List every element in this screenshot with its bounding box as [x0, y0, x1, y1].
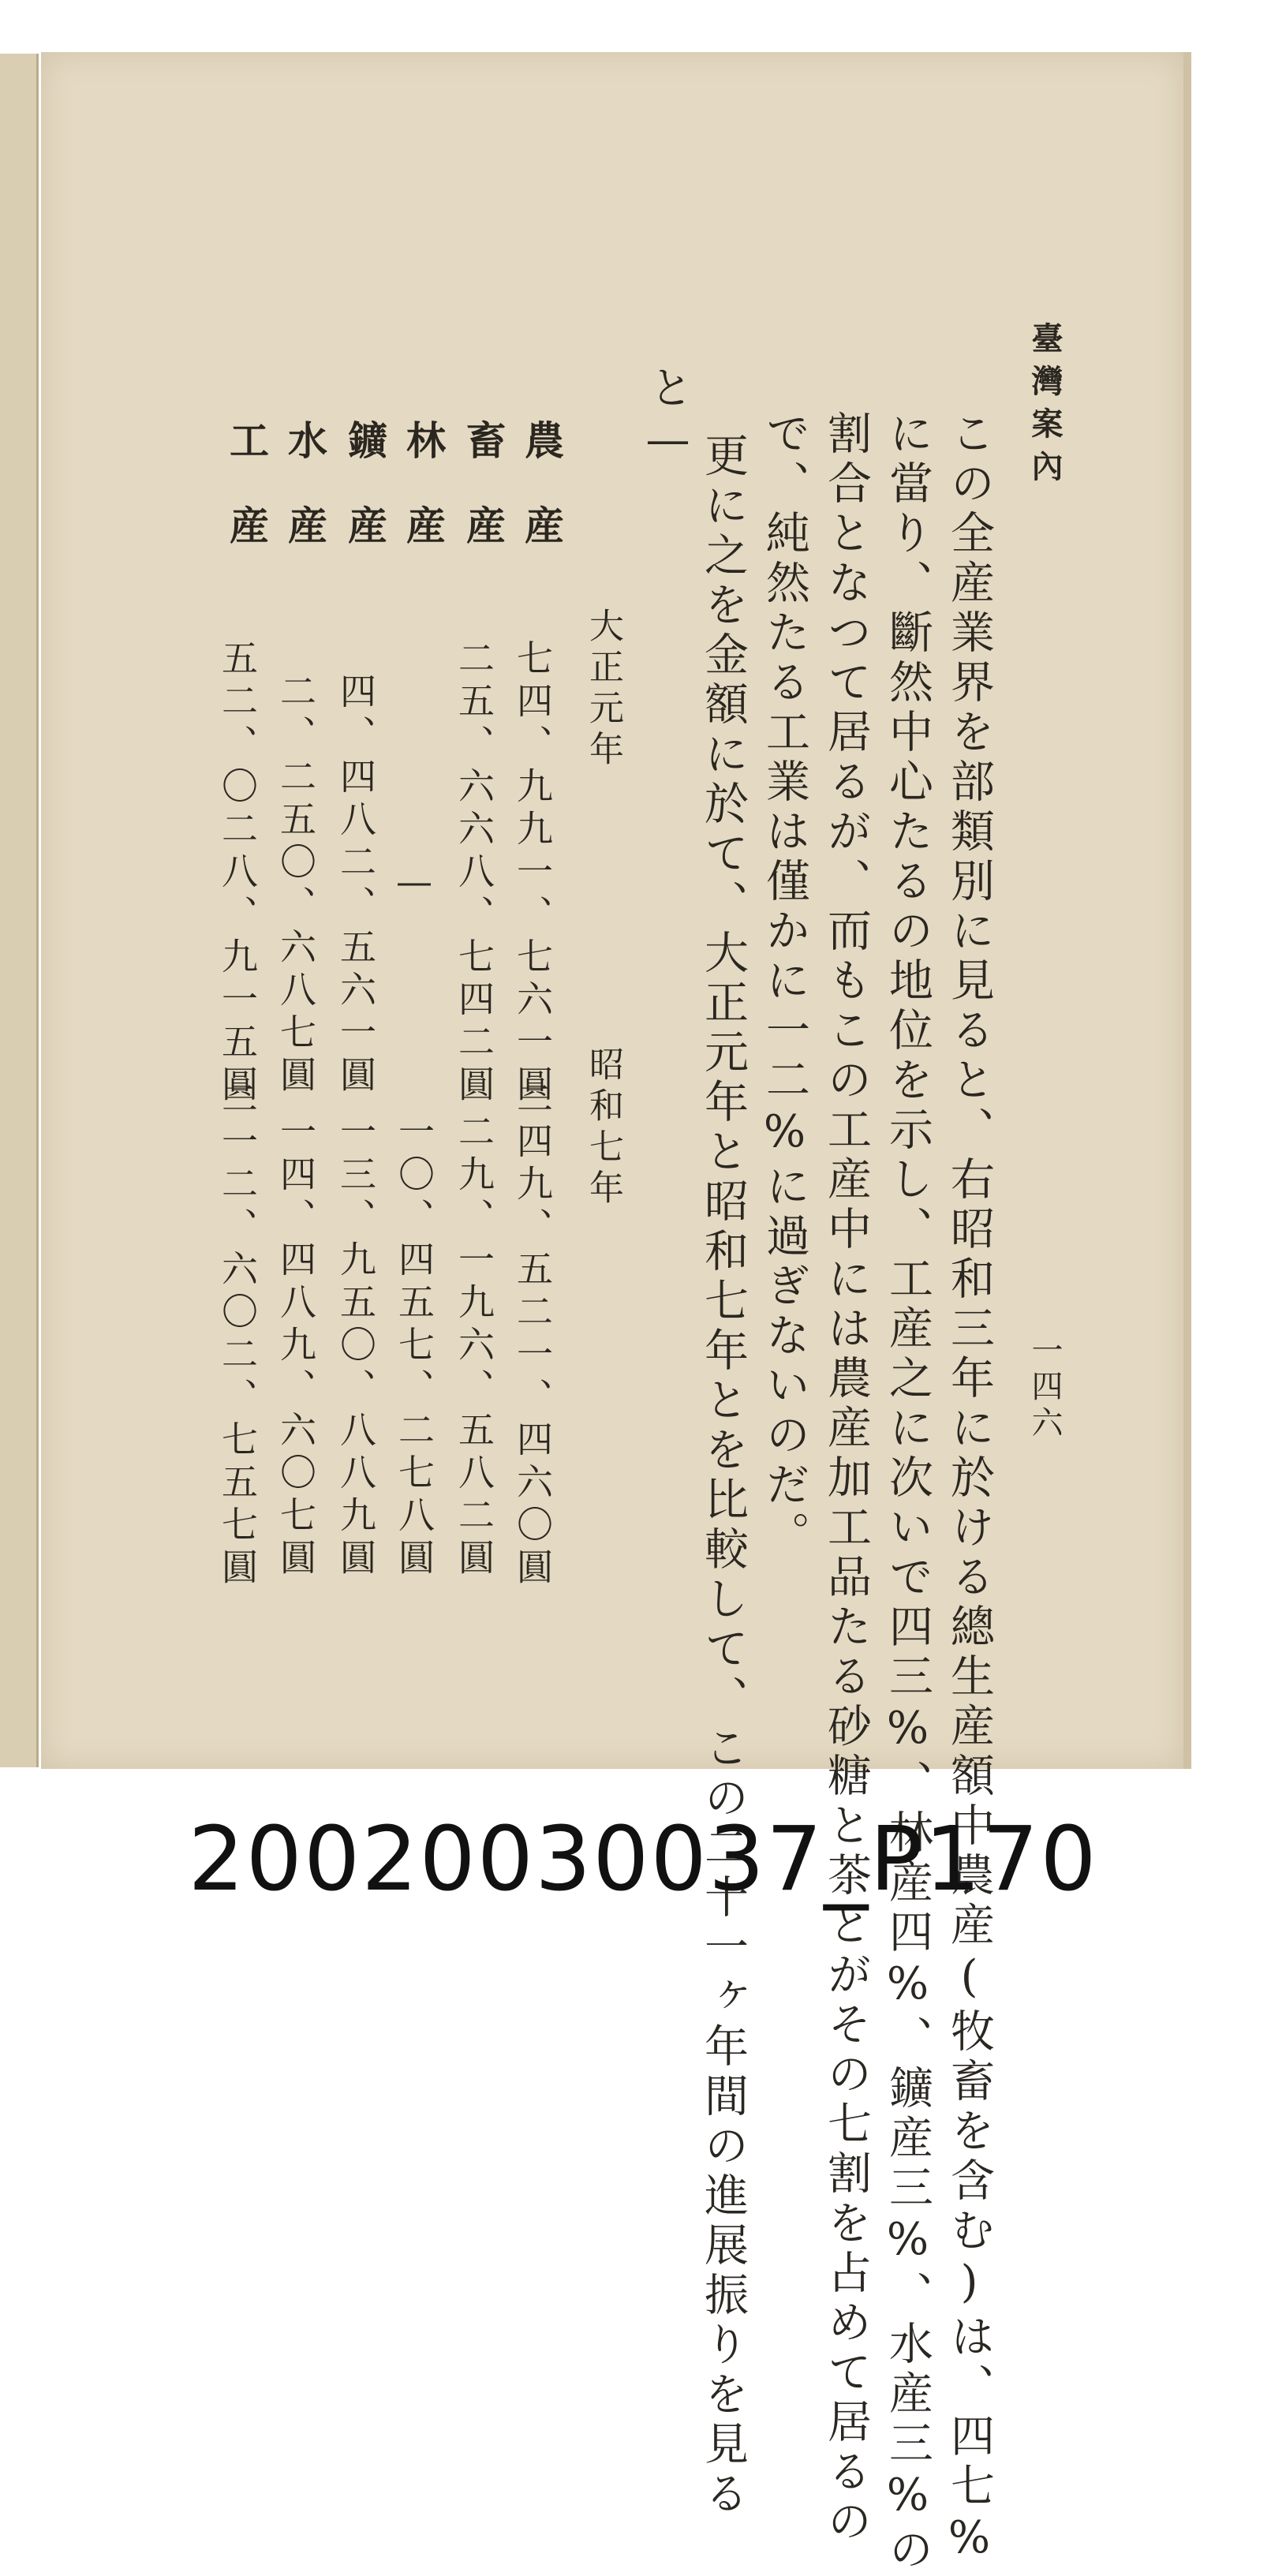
row-label: 水産 — [282, 420, 328, 590]
value-1932: 二九、一九六、五八二圓 — [453, 1112, 495, 1581]
page-number: 一四六 — [1026, 1333, 1063, 1442]
value-1932: 一〇、四五七、二七八圓 — [393, 1112, 436, 1581]
value-1912: 四、四八二、五六一圓 — [335, 672, 377, 1098]
facing-page-edge — [0, 54, 39, 1767]
value-1912: — — [393, 860, 436, 909]
body-line-3: 割合となつて居るが、而もこの工産中には農産加工品たる砂糖と茶とがその七割を占めて居るの — [821, 410, 872, 2548]
value-1932: 一三、九五〇、八八九圓 — [335, 1112, 377, 1581]
row-label: 農産 — [518, 420, 565, 590]
page-edge — [1183, 52, 1191, 1769]
value-1912: 五二、〇二八、九一五圓 — [216, 639, 259, 1108]
col-header-taisho: 大正元年 — [583, 608, 623, 772]
body-line-6: と— — [642, 365, 693, 471]
value-1932: 一四、四八九、六〇七圓 — [275, 1112, 317, 1581]
body-line-5: 更に之を金額に於て、大正元年と昭和七年とを比較して、この二十一ヶ年間の進展振りを見る — [697, 432, 749, 2520]
row-label: 工産 — [223, 420, 270, 590]
value-1932: 二一二、六〇二、七五七圓 — [216, 1079, 259, 1591]
value-1932: 二四九、五二一、四六〇圓 — [511, 1079, 554, 1591]
row-label: 鑛産 — [342, 420, 388, 590]
row-label: 畜産 — [460, 420, 507, 590]
value-1912: 二、二五〇、六八七圓 — [275, 672, 317, 1098]
body-line-4: で、純然たる工業は僅かに一二%に過ぎないのだ。 — [759, 410, 810, 1561]
catalog-caption: 20020030037_P170 — [188, 1808, 1098, 1911]
body-line-2: に當り、斷然中心たるの地位を示し、工産之に次いで四三%、林産四%、鑛産三%、水産三%の — [882, 410, 933, 2576]
running-header: 臺灣案內 — [1026, 322, 1064, 492]
value-1912: 二五、六六八、七四二圓 — [453, 639, 495, 1108]
row-label: 林産 — [400, 420, 447, 590]
body-line-1: この全産業界を部類別に見ると、右昭和三年に於ける總生産額中農産(牧畜を含む)は、四七% — [944, 410, 995, 2569]
value-1912: 七四、九九一、七六一圓 — [511, 639, 554, 1108]
col-header-showa: 昭和七年 — [583, 1046, 623, 1210]
book-page — [41, 52, 1187, 1769]
